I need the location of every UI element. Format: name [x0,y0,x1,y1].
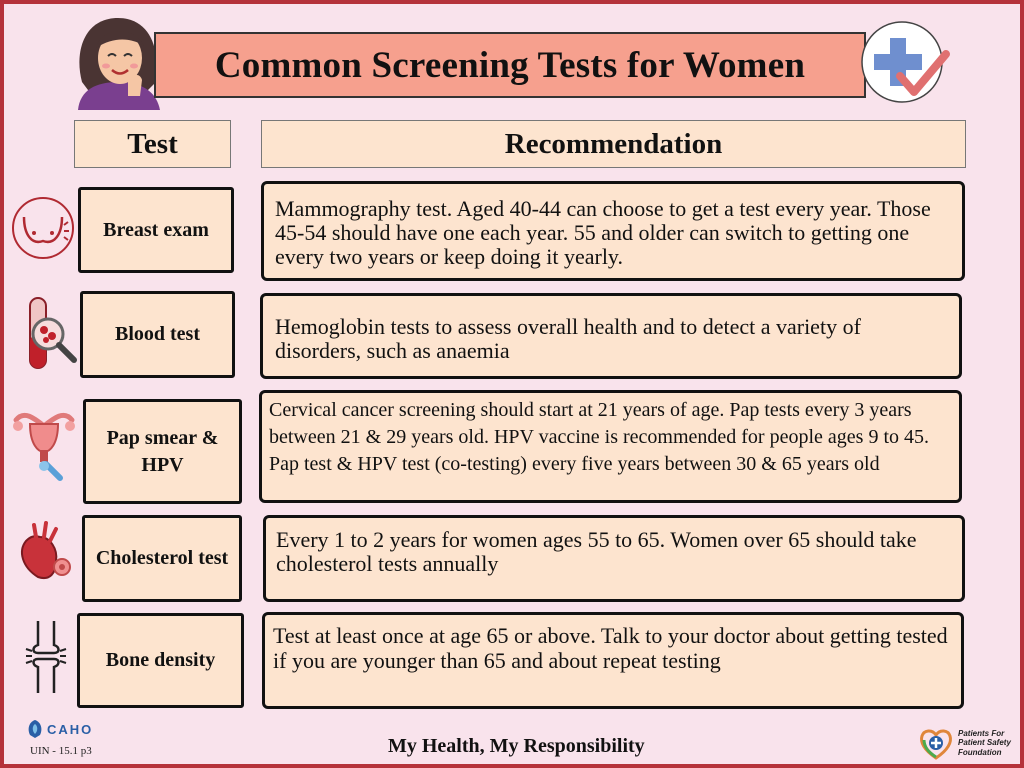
recommendation-column-header: Recommendation [261,120,966,168]
recommendation-blood-test [260,293,962,379]
recommendation-text: Test at least once at age 65 or above. Talk to your doctor about getting tested if you are younger than 65 and about repeat testing [273,623,948,673]
medical-check-icon [860,20,950,106]
test-label-bone-density: Bone density [77,613,244,708]
recommendation-text: Every 1 to 2 years for women ages 55 to 65. Women over 65 should take cholesterol tests annually [276,527,917,576]
ppsf-heart-cross-icon [918,726,954,760]
test-label-pap-smear-hpv: Pap smear & HPV [83,399,242,504]
recommendation-text: Cervical cancer screening should start at 21 years of age. Pap tests every 3 years between 21 & 29 years old. HPV vaccine is recommended for people ages 9 to 45. Pap test & HPV test (co-testing) every five years between 30 & 65 years old [269,399,929,475]
recommendation-breast-exam [261,181,965,281]
breast-icon [10,195,76,261]
test-column-header: Test [74,120,231,168]
woman-avatar-icon [70,12,166,110]
test-label-blood-test: Blood test [80,291,235,378]
footer-slogan: My Health, My Responsibility [388,735,645,757]
caho-emblem-icon [26,719,44,739]
page-title: Common Screening Tests for Women [214,44,806,86]
caho-logo-text: CAHO [47,721,94,737]
ppsf-logo-text: Patients For Patient Safety Foundation [958,728,1011,757]
heart-icon [14,521,74,583]
ppsf-logo [918,726,1024,760]
uin-code: UIN - 15.1 p3 [30,745,92,757]
knee-joint-icon [22,619,70,695]
test-label-breast-exam: Breast exam [78,187,234,273]
recommendation-text: Mammography test. Aged 40-44 can choose to get a test every year. Those 45-54 should have one each year. 55 and older can switch to getting one every two years or keep doing it yearly. [275,196,931,269]
recommendation-cholesterol-test [263,515,965,602]
recommendation-bone-density [262,612,964,709]
caho-logo [26,719,93,739]
test-label-cholesterol-test: Cholesterol test [82,515,242,602]
title-banner [154,32,866,98]
recommendation-text: Hemoglobin tests to assess overall health and to detect a variety of disorders, such as anaemia [275,314,861,363]
uterus-icon [10,404,78,486]
blood-sample-icon [22,294,78,376]
recommendation-pap-smear-hpv [259,390,962,503]
